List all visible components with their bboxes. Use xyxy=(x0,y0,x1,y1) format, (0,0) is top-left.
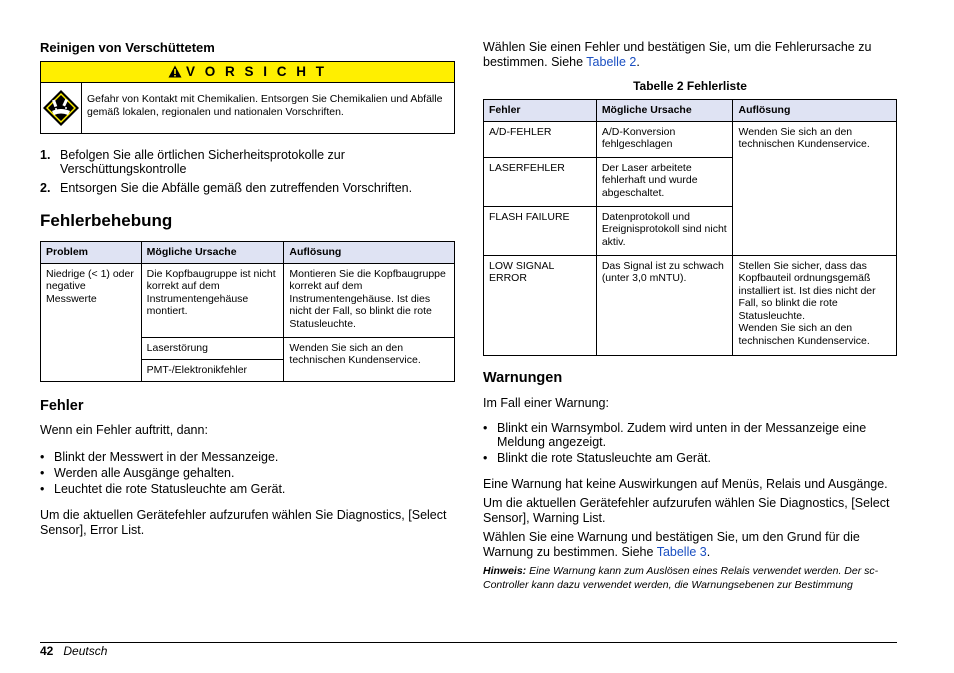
warning-list-paragraph: Um die aktuellen Gerätefehler aufzurufen wählen Sie Diagnostics, [Select Sensor], Warning List. xyxy=(483,495,890,525)
list-item: • Blinkt ein Warnsymbol. Zudem wird unten in der Messanzeige eine Meldung angezeigt. xyxy=(483,420,867,449)
list-item: • Blinkt der Messwert in der Messanzeige. xyxy=(40,449,279,464)
errors-outro: Um die aktuellen Gerätefehler aufzurufen wählen Sie Diagnostics, [Select Sensor], Error List. xyxy=(40,507,447,537)
intro-paragraph: Wählen Sie einen Fehler und bestätigen Sie, um die Fehlerursache zu bestimmen. Siehe Tabelle 2. xyxy=(483,40,872,69)
table-cell: PMT-/Elektronikfehler xyxy=(141,359,284,381)
list-item: • Leuchtet die rote Statusleuchte am Gerät. xyxy=(40,481,286,496)
footer-divider xyxy=(40,642,897,643)
table-cell: Wenden Sie sich an den technischen Kundenservice. xyxy=(733,121,897,255)
caution-text: Gefahr von Kontakt mit Chemikalien. Entsorgen Sie Chemikalien und Abfälle gemäß lokalen, regionalen und nationalen Vorschriften. xyxy=(87,93,443,118)
warnings-intro: Im Fall einer Warnung: xyxy=(483,395,609,410)
page-number: 42 xyxy=(40,644,54,658)
warnings-list xyxy=(483,421,897,465)
caution-title: V O R S I C H T xyxy=(185,64,327,79)
table-cell: A/D-Konversion fehlgeschlagen xyxy=(596,121,733,157)
table-header: Auflösung xyxy=(733,100,897,122)
chemical-hazard-icon xyxy=(41,88,81,128)
errors-intro: Wenn ein Fehler auftritt, dann: xyxy=(40,422,208,437)
cleaning-heading: Reinigen von Verschüttetem xyxy=(40,40,215,55)
right-column xyxy=(483,40,897,592)
table-cell: Die Kopfbaugruppe ist nicht korrekt auf dem Instrumentengehäuse montiert. xyxy=(141,263,284,337)
errors-heading: Fehler xyxy=(40,397,84,414)
left-column xyxy=(40,40,455,538)
warning-effects-paragraph: Eine Warnung hat keine Auswirkungen auf Menüs, Relais und Ausgänge. xyxy=(483,476,888,491)
list-item: 1. Befolgen Sie alle örtlichen Sicherheitsprotokolle zur Verschüttungskontrolle xyxy=(40,148,345,176)
footer-language: Deutsch xyxy=(63,644,108,658)
warning-select-paragraph: Wählen Sie eine Warnung und bestätigen Sie, um den Grund für die Warnung zu bestimmen. Siehe Tabelle 3. xyxy=(483,529,860,559)
table-cell: Montieren Sie die Kopfbaugruppe korrekt auf dem Instrumentengehäuse. Ist dies nicht der Fall, so blinkt die rote Statusleuchte. xyxy=(284,263,455,337)
page-footer xyxy=(40,644,107,658)
table-header: Problem xyxy=(41,242,142,264)
errors-list xyxy=(40,450,455,496)
table-cell: FLASH FAILURE xyxy=(484,206,597,255)
table-cell: LASERFEHLER xyxy=(484,157,597,206)
table-cell: A/D-FEHLER xyxy=(484,121,597,157)
list-item: 2. Entsorgen Sie die Abfälle gemäß den zutreffenden Vorschriften. xyxy=(40,181,413,195)
troubleshooting-table xyxy=(40,241,455,382)
table-header: Mögliche Ursache xyxy=(141,242,284,264)
table-header: Mögliche Ursache xyxy=(596,100,733,122)
caution-header xyxy=(41,62,454,83)
caution-box xyxy=(40,61,455,134)
table-2-link[interactable]: Tabelle 2 xyxy=(586,55,637,69)
table-cell: Das Signal ist zu schwach (unter 3,0 mNTU). xyxy=(596,255,733,355)
table-caption: Tabelle 2 Fehlerliste xyxy=(633,79,747,93)
table-cell: Laserstörung xyxy=(141,337,284,359)
list-item: • Blinkt die rote Statusleuchte am Gerät. xyxy=(483,450,711,465)
table-cell: Wenden Sie sich an den technischen Kundenservice. xyxy=(284,337,455,381)
table-header: Auflösung xyxy=(284,242,455,264)
cleaning-steps xyxy=(40,148,455,195)
table-cell: LOW SIGNAL ERROR xyxy=(484,255,597,355)
table-cell: Stellen Sie sicher, dass das Kopfbauteil ordnungsgemäß installiert ist. Ist dies nicht der Fall, so blinkt die rote Statusleuchte. Wenden Sie sich an den technischen Kundenservice. xyxy=(733,255,897,355)
note: Hinweis: Eine Warnung kann zum Auslösen eines Relais verwendet werden. Der sc-Controller kann dazu verwendet werden, die Warnungsebenen zur Bestimmung xyxy=(483,564,879,591)
table-cell: Niedrige (< 1) oder negative Messwerte xyxy=(41,263,142,381)
table-cell: Datenprotokoll und Ereignisprotokoll sind nicht aktiv. xyxy=(596,206,733,255)
warning-triangle-icon xyxy=(168,65,182,78)
table-cell: Der Laser arbeitete fehlerhaft und wurde abgeschaltet. xyxy=(596,157,733,206)
table-header: Fehler xyxy=(484,100,597,122)
warnings-heading: Warnungen xyxy=(483,369,563,386)
note-label: Hinweis: xyxy=(483,564,527,577)
table-3-link[interactable]: Tabelle 3 xyxy=(656,544,707,559)
error-list-table xyxy=(483,99,897,356)
list-item: • Werden alle Ausgänge gehalten. xyxy=(40,465,235,480)
troubleshooting-heading: Fehlerbehebung xyxy=(40,211,173,230)
